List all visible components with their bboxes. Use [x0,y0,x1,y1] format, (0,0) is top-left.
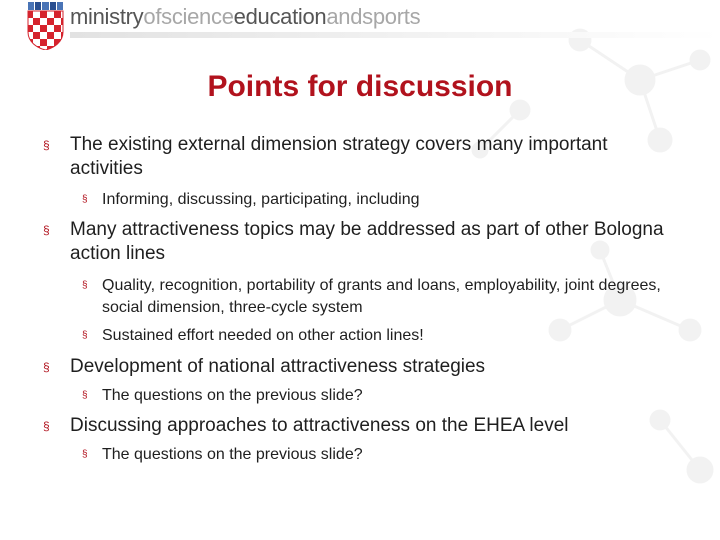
slide-title: Points for discussion [207,70,513,103]
sub-bullet-marker: § [82,449,88,460]
sub-bullet-marker: § [82,390,88,401]
sub-bullet-item: The questions on the previous slide? [102,387,363,404]
ministry-name-part: ofscience [143,4,234,29]
bullet-marker: § [43,360,50,374]
sub-bullet-item: Sustained effort needed on other action lines! [102,327,424,344]
bullet-item: The existing external dimension strategy covers many important activities [70,134,608,179]
ministry-name-part: andsports [326,4,421,29]
sub-bullet-item: Informing, discussing, participating, including [102,191,420,208]
ministry-name-part: ministry [70,4,144,29]
bullet-marker: § [43,223,50,237]
sub-bullet-item: Quality, recognition, portability of grants and loans, employability, joint degrees, social dimension, three-cycle system [102,277,661,316]
sub-bullet-marker: § [82,194,88,205]
bullet-item: Discussing approaches to attractiveness on the EHEA level [70,415,569,436]
bullet-marker: § [43,419,50,433]
ministry-name-part: education [233,4,327,29]
sub-bullet-marker: § [82,280,88,291]
bullet-marker: § [43,138,50,152]
bullet-item: Many attractiveness topics may be addressed as part of other Bologna action lines [70,219,664,264]
sub-bullet-item: The questions on the previous slide? [102,446,363,463]
sub-bullet-marker: § [82,330,88,341]
bullet-item: Development of national attractiveness strategies [70,356,486,377]
